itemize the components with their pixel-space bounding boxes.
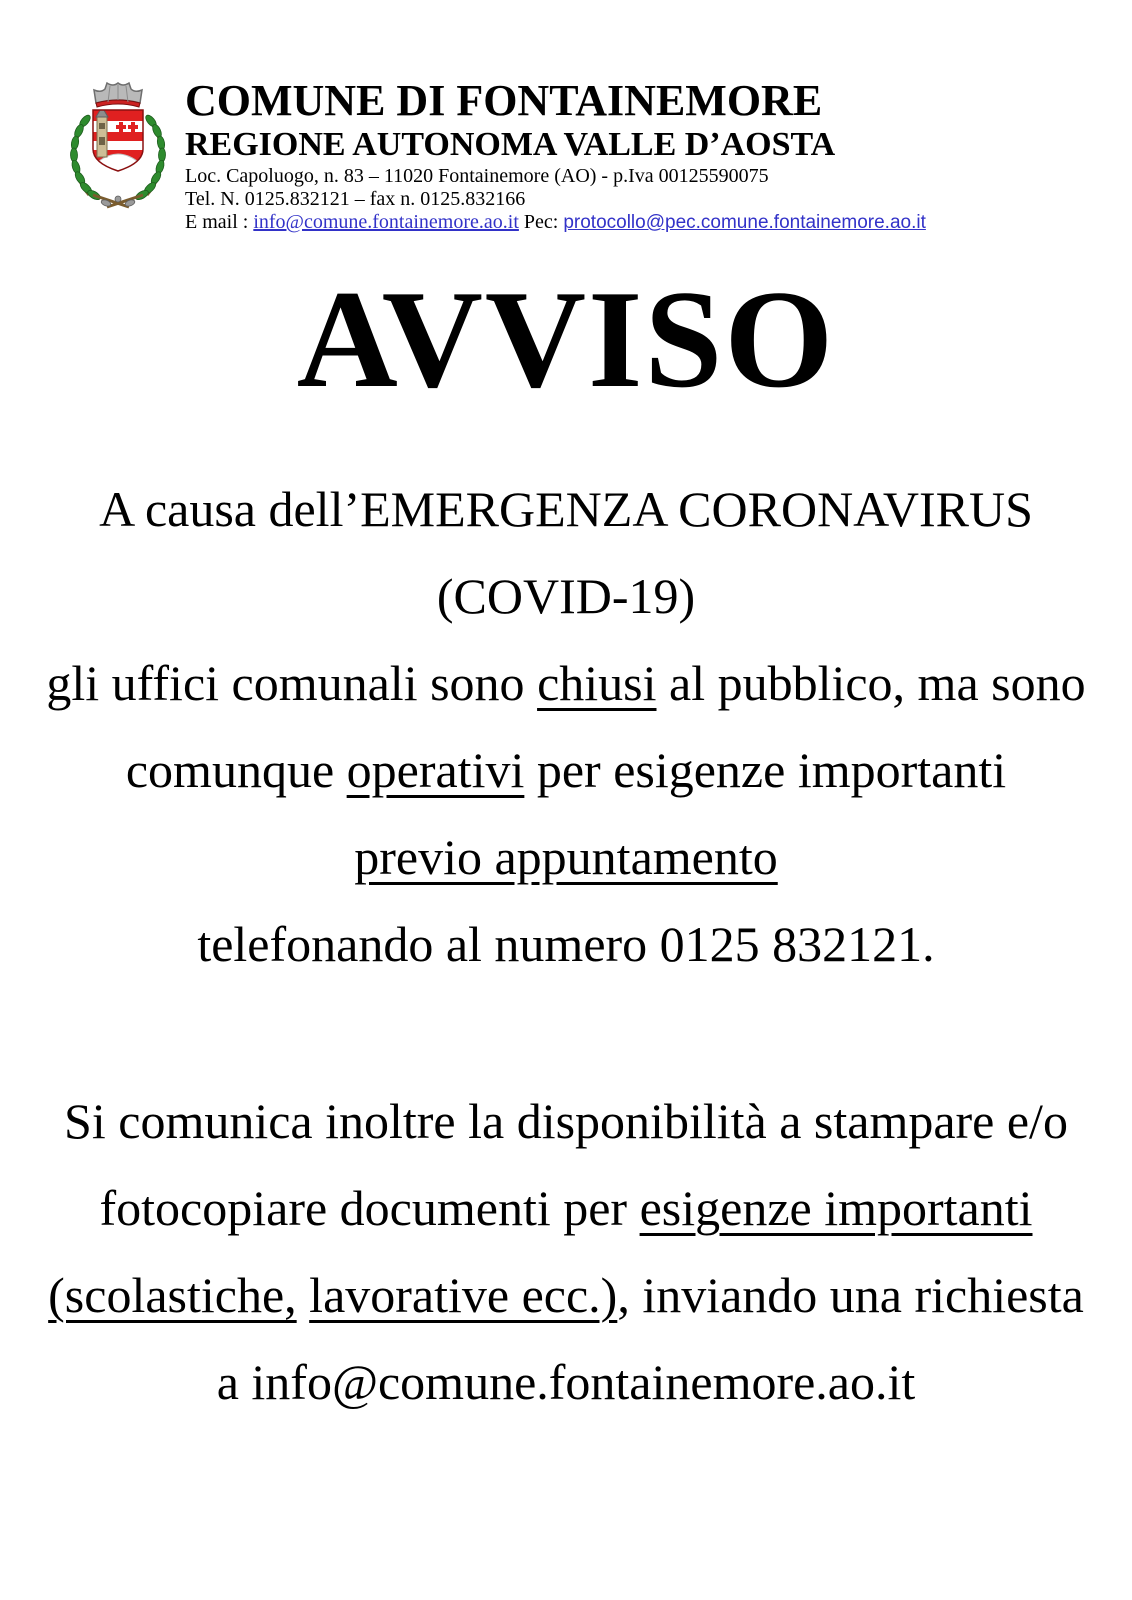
contact-line [185, 211, 926, 234]
text-segment: per esigenze importanti [524, 742, 1007, 798]
underlined-text-segment: chiusi [537, 655, 657, 711]
notice-body [0, 466, 1132, 1426]
address-line: Loc. Capoluogo, n. 83 – 11020 Fontainemore (AO) - p.Iva 00125590075 [185, 165, 769, 187]
notice-line [24, 640, 1108, 727]
region-name: REGIONE AUTONOMA VALLE D’AOSTA [185, 126, 836, 163]
email-label: E mail : [185, 211, 254, 233]
notice-line [24, 1165, 1108, 1252]
text-segment: a info@comune.fontainemore.ao.it [216, 1354, 916, 1410]
pec-label: Pec: [518, 211, 564, 233]
notice-title: AVVISO [296, 262, 836, 417]
text-segment: comunque [125, 742, 347, 798]
text-segment: fotocopiare documenti per [99, 1180, 640, 1236]
notice-line [24, 553, 1108, 640]
notice-line [24, 901, 1108, 988]
underlined-text-segment: lavorative ecc.) [309, 1267, 618, 1323]
notice-line [24, 1339, 1108, 1426]
text-segment: A causa dell’EMERGENZA CORONAVIRUS [99, 481, 1033, 537]
email-link[interactable]: info@comune.fontainemore.ao.it [253, 211, 519, 233]
notice-line [24, 727, 1108, 814]
text-segment: telefonando al numero 0125 832121. [197, 916, 935, 972]
notice-paragraph-1 [24, 466, 1108, 988]
shield-icon [91, 107, 145, 173]
underlined-text-segment: previo appuntamento [354, 829, 778, 885]
letterhead-text [185, 74, 926, 234]
notice-line [24, 1078, 1108, 1165]
notice-line [24, 814, 1108, 901]
text-segment: (COVID-19) [436, 568, 696, 624]
underlined-text-segment: (scolastiche, [48, 1267, 297, 1323]
municipal-coat-of-arms-logo [63, 77, 173, 224]
text-segment: al pubblico, ma sono [656, 655, 1086, 711]
letterhead [0, 0, 1132, 234]
notice-line [24, 466, 1108, 553]
municipality-name: COMUNE DI FONTAINEMORE [185, 76, 823, 125]
crown-icon [94, 83, 142, 107]
underlined-text-segment: esigenze importanti [639, 1180, 1033, 1236]
coat-of-arms-icon [63, 77, 173, 219]
notice-paragraph-2 [24, 1078, 1108, 1426]
notice-line [24, 1252, 1108, 1339]
text-segment: , inviando una richiesta [617, 1267, 1084, 1323]
pec-link[interactable]: protocollo@pec.comune.fontainemore.ao.it [563, 212, 926, 233]
text-segment: gli uffici comunali sono [46, 655, 538, 711]
phone-fax-line: Tel. N. 0125.832121 – fax n. 0125.832166 [185, 188, 526, 210]
text-segment [297, 1267, 310, 1323]
underlined-text-segment: operativi [346, 742, 525, 798]
text-segment: Si comunica inoltre la disponibilità a stampare e/o [64, 1093, 1068, 1149]
